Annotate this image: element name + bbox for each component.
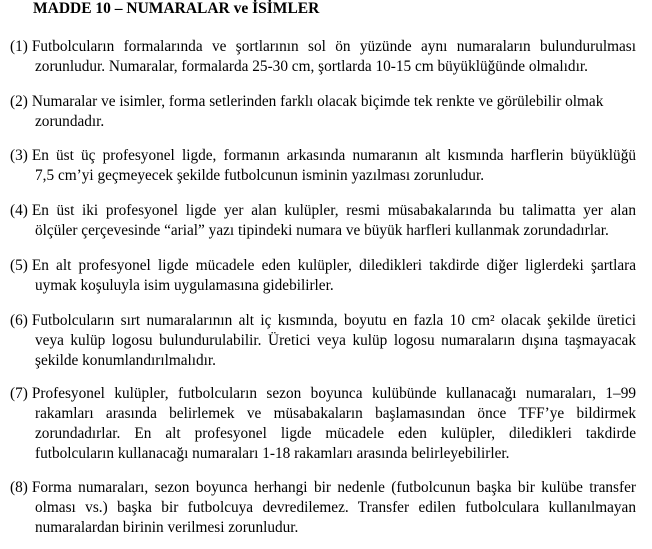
article-paragraph-4 (10, 201, 636, 241)
paragraph-line: (5) En alt profesyonel ligde mücadele eden kulüpler, diledikleri takdirde diğer liglerdeki şartlara (10, 257, 636, 274)
paragraph-line: (3) En üst üç profesyonel ligde, formanın arkasında numaranın alt kısmında harflerin büyüklüğü (10, 147, 636, 164)
paragraph-number: (5) (10, 257, 28, 274)
paragraph-line: zorunludur. Numaralar, formalarda 25-30 cm, şortlarda 10-15 cm büyüklüğünde olmalıdır. (35, 58, 588, 75)
paragraph-line: (7) Profesyonel kulüpler, futbolcuların sezon boyunca kulübünde kullanacağı numaraları, 1–99 (10, 385, 636, 402)
paragraph-number: (6) (10, 312, 28, 329)
paragraph-line: (6) Futbolcuların sırt numaralarının alt iç kısmında, boyutu en fazla 10 cm² olacak şekilde üretici (10, 312, 636, 329)
paragraph-line: şekilde konumlandırılmalıdır. (35, 352, 216, 369)
paragraph-number: (1) (10, 38, 28, 55)
article-paragraph-7 (10, 384, 636, 464)
paragraph-number: (3) (10, 147, 28, 164)
article-paragraph-1 (10, 37, 636, 77)
paragraph-line: (2) Numaralar ve isimler, forma setlerinden farklı olacak biçimde tek renkte ve görülebilir olmak (10, 93, 604, 110)
paragraph-line: numaralardan birinin verilmesi zorunludur. (35, 519, 299, 536)
paragraph-line: 7,5 cm’yi geçmeyecek şekilde futbolcunun isminin yazılması zorunludur. (35, 167, 485, 184)
article-paragraph-8 (10, 478, 636, 538)
paragraph-line: (8) Forma numaraları, sezon boyunca herhangi bir nedenle (futbolcunun başka bir kulübe transfer (10, 479, 636, 496)
paragraph-number: (8) (10, 479, 28, 496)
paragraph-line: rakamları arasında belirlemek ve müsabakaların başlamasından önce TFF’ye bildirmek (35, 405, 636, 422)
paragraph-line: (4) En üst iki profesyonel ligde yer alan kulüpler, resmi müsabakalarında bu talimatta yer alan (10, 202, 636, 219)
paragraph-number: (4) (10, 202, 28, 219)
paragraph-line: zorundadırlar. En alt profesyonel ligde mücadele eden kulüpler, diledikleri takdirde (35, 425, 636, 442)
article-paragraph-6 (10, 311, 636, 371)
paragraph-line: zorundadır. (35, 113, 105, 130)
paragraph-number: (7) (10, 385, 28, 402)
paragraph-line: veya kulüp logosu bulundurulabilir. Üretici veya kulüp logosu numaraların dışına taşmayacak (35, 332, 636, 349)
article-paragraph-2 (10, 92, 636, 132)
paragraph-line: (1) Futbolcuların formalarında ve şortlarının sol ön yüzünde aynı numaraların bulundurulması (10, 38, 636, 55)
paragraph-line: futbolcuların kullanacağı numaraları 1-18 rakamları arasında belirleyebilirler. (35, 445, 510, 462)
article-paragraph-3 (10, 146, 636, 186)
paragraph-number: (2) (10, 93, 28, 110)
article-paragraph-5 (10, 256, 636, 296)
paragraph-line: olması vs.) başka bir futbolcuya devredilemez. Transfer edilen futbolculara kullanılmayan (35, 499, 636, 516)
paragraph-line: uymak koşuluyla isim uygulamasına gidebilirler. (35, 277, 334, 294)
paragraph-line: ölçüler çerçevesinde “arial” yazı tipindeki numara ve büyük harfleri kullanmak zorundadırlar. (35, 222, 609, 239)
article-heading: MADDE 10 – NUMARALAR ve İSİMLER (33, 0, 320, 17)
